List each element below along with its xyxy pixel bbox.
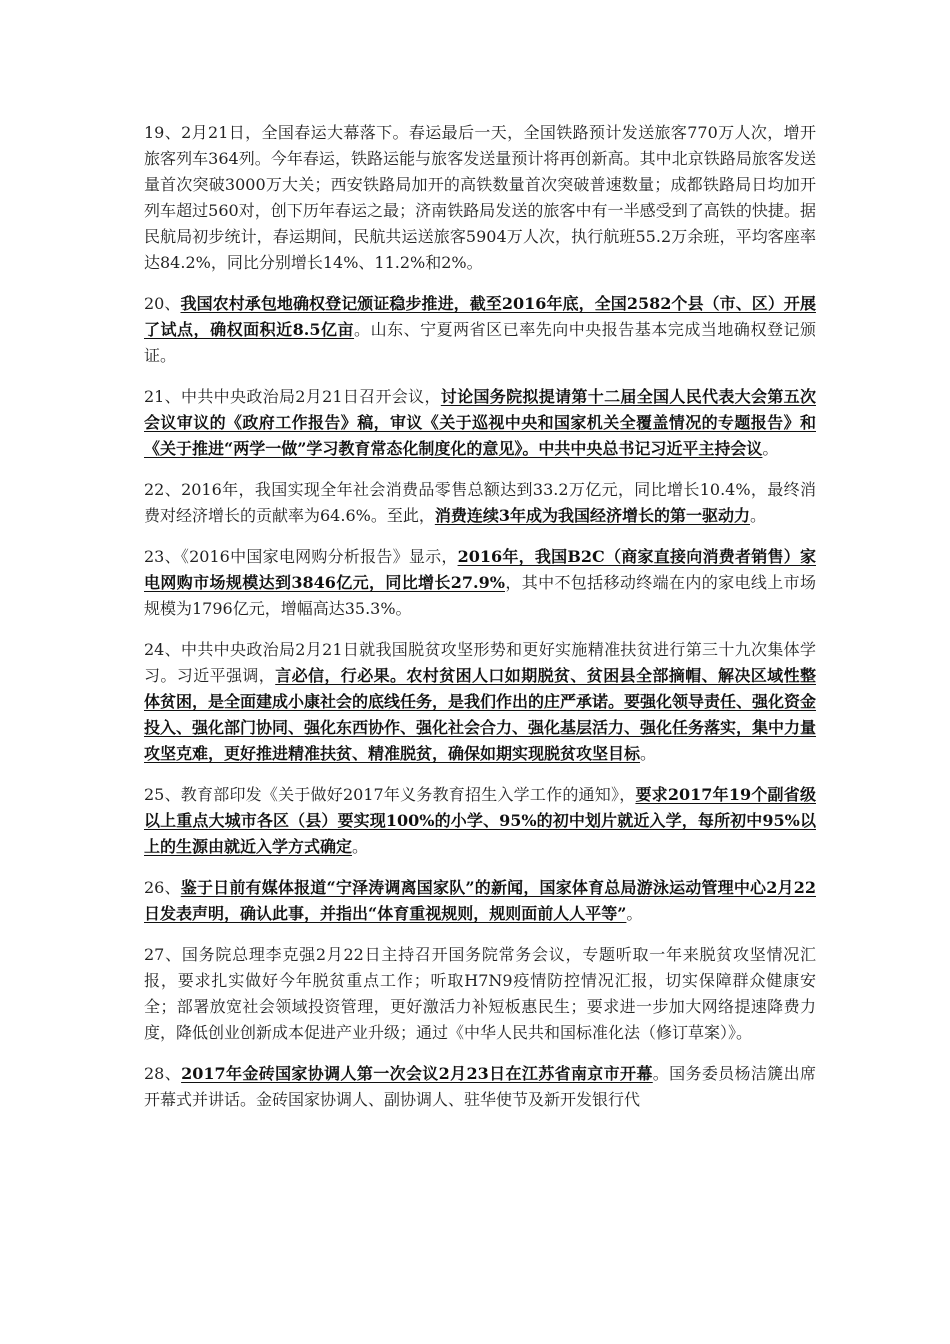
item-text: 24、中共中央政治局2月21日就我国脱贫攻坚形势和更好实施精准扶贫进行第三十九次集体学习。习近平强调， (144, 640, 816, 685)
news-item-20 (144, 291, 816, 369)
item-text: 。 (749, 506, 766, 525)
item-text: 23、《2016中国家电网购分析报告》显示， (144, 547, 458, 566)
item-text: 27、国务院总理李克强2月22日主持召开国务院常务会议，专题听取一年来脱贫攻坚情况汇报，要求扎实做好今年脱贫重点工作；听取H7N9疫情防控情况汇报，切实保障群众健康安全；部署放宽社会领域投资管理，更好激活力补短板惠民生；要求进一步加大网络提速降费力度，降低创业创新成本促进产业升级；通过《中华人民共和国标准化法（修订草案）》。 (144, 945, 816, 1042)
highlighted-text: 讨论国务院拟提请第十二届全国人民代表大会第五次会议审议的《政府工作报告》稿，审议《关于巡视中央和国家机关全覆盖情况的专题报告》和《关于推进“两学一做”学习教育常态化制度化的意见》。中共中央总书记习近平主持会议 (144, 387, 816, 458)
news-item-28 (144, 1061, 816, 1113)
item-text: 19、2月21日，全国春运大幕落下。春运最后一天，全国铁路预计发送旅客770万人次，增开旅客列车364列。今年春运，铁路运能与旅客发送量预计将再创新高。其中北京铁路局旅客发送量首次突破3000万大关；西安铁路局加开的高铁数量首次突破普速数量；成都铁路局日均加开列车超过560对，创下历年春运之最；济南铁路局发送的旅客中有一半感受到了高铁的快捷。据民航局初步统计，春运期间，民航共运送旅客5904万人次，执行航班55.2万余班，平均客座率达84.2%，同比分别增长14%、11.2%和2%。 (144, 123, 816, 272)
item-text: 。 (640, 744, 657, 763)
item-number: 20、 (144, 294, 181, 313)
item-text: 。 (626, 904, 643, 923)
item-text: ，其中不包括移动终端在内的家电线上市场规模为1796亿元，增幅高达35.3%。 (144, 573, 816, 618)
news-item-22 (144, 477, 816, 529)
item-text: 。 (352, 837, 369, 856)
document-body (144, 120, 816, 1113)
item-number: 28、 (144, 1064, 182, 1083)
highlighted-text: 要求2017年19个副省级以上重点大城市各区（县）要实现100%的小学、95%的初中划片就近入学，每所初中95%以上的生源由就近入学方式确定 (144, 785, 816, 856)
highlighted-text: 我国农村承包地确权登记颁证稳步推进，截至2016年底，全国2582个县（市、区）开展了试点，确权面积近8.5亿亩 (144, 294, 816, 339)
item-text: 22、2016年，我国实现全年社会消费品零售总额达到33.2万亿元，同比增长10.4%，最终消费对经济增长的贡献率为64.6%。至此， (144, 480, 816, 525)
highlighted-text: 消费连续3年成为我国经济增长的第一驱动力 (434, 506, 750, 525)
news-item-26 (144, 875, 816, 927)
highlighted-text: 2017年金砖国家协调人第一次会议2月23日在江苏省南京市开幕 (181, 1064, 653, 1083)
item-text: 21、中共中央政治局2月21日召开会议， (144, 387, 441, 406)
news-item-27 (144, 942, 816, 1046)
news-item-21 (144, 384, 816, 462)
highlighted-text: 鉴于日前有媒体报道“宁泽涛调离国家队”的新闻，国家体育总局游泳运动管理中心2月22日发表声明，确认此事，并指出“体育重视规则，规则面前人人平等” (144, 878, 816, 923)
highlighted-text: 2016年，我国B2C（商家直接向消费者销售）家电网购市场规模达到3846亿元，同比增长27.9% (144, 547, 816, 592)
item-text: 。国务委员杨洁篪出席开幕式并讲话。金砖国家协调人、副协调人、驻华使节及新开发银行代 (144, 1064, 816, 1109)
news-item-24 (144, 637, 816, 767)
item-number: 26、 (144, 878, 181, 897)
item-text: 。 (762, 439, 779, 458)
news-item-25 (144, 782, 816, 860)
item-text: 25、教育部印发《关于做好2017年义务教育招生入学工作的通知》， (144, 785, 636, 804)
item-text: 。山东、宁夏两省区已率先向中央报告基本完成当地确权登记颁证。 (144, 320, 816, 365)
highlighted-text: 言必信，行必果。农村贫困人口如期脱贫、贫困县全部摘帽、解决区域性整体贫困，是全面建成小康社会的底线任务，是我们作出的庄严承诺。要强化领导责任、强化资金投入、强化部门协同、强化东西协作、强化社会合力、强化基层活力、强化任务落实，集中力量攻坚克难，更好推进精准扶贫、精准脱贫，确保如期实现脱贫攻坚目标 (144, 666, 817, 763)
news-item-19 (144, 120, 816, 276)
news-item-23 (144, 544, 816, 622)
